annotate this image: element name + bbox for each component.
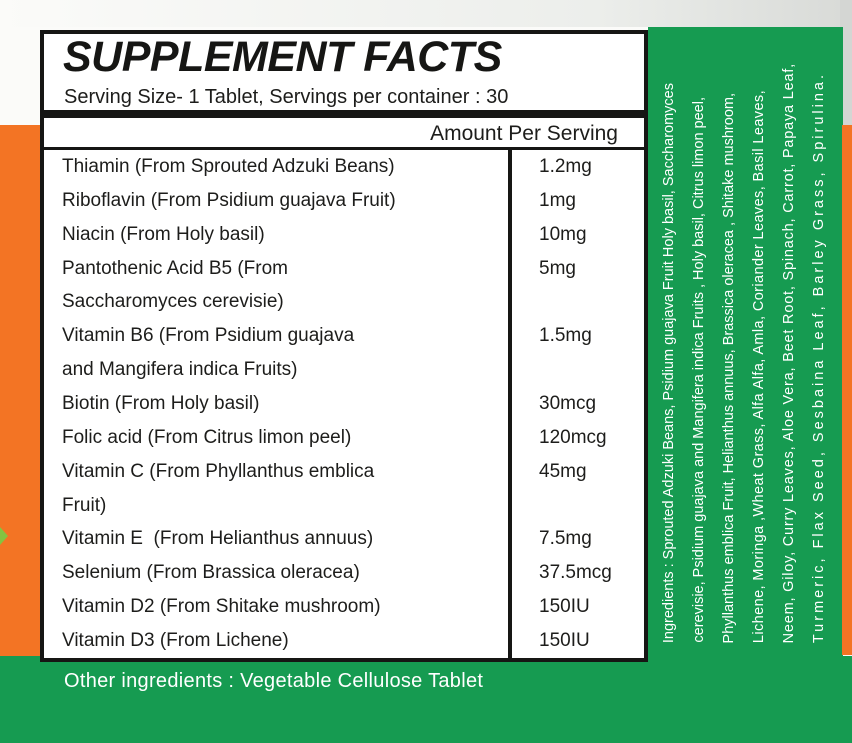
other-ingredients-note: Other ingredients : Vegetable Cellulose Tablet [64,670,484,692]
nutrient-row [44,590,644,624]
nutrient-row [44,218,644,252]
nutrient-row [44,624,644,658]
nutrient-name: Pantothenic Acid B5 (From [62,257,288,279]
ingredients-sidebar [654,38,844,643]
nutrient-name: Vitamin D3 (From Lichene) [62,629,289,651]
panel-title: SUPPLEMENT FACTS [63,33,502,81]
left-orange-accent-bar [0,125,44,660]
nutrient-amount: 1.2mg [539,155,592,177]
nutrient-name: Selenium (From Brassica oleracea) [62,562,360,584]
ingredient-line: Neem, Giloy, Curry Leaves, Aloe Vera, Beet Root, Spinach, Carrot, Papaya Leaf, [781,62,797,643]
nutrient-name: Vitamin C (From Phyllanthus emblica [62,460,375,482]
nutrient-name: Riboflavin (From Psidium guajava Fruit) [62,189,396,211]
ingredient-line: Turmeric, Flax Seed, Sesbaina Leaf, Barley Grass, Spirulina. [811,71,827,643]
nutrient-row [44,353,644,387]
nutrient-amount: 1.5mg [539,325,592,347]
nutrient-amount: 120mcg [539,426,607,448]
nutrient-name: Biotin (From Holy basil) [62,392,260,414]
ingredient-line: Phyllanthus emblica Fruit, Helianthus annuus, Brassica oleracea , Shitake mushroom, [721,92,737,643]
nutrient-amount: 150IU [539,629,590,651]
ingredient-line: Ingredients : Sprouted Adzuki Beans, Psidium guajava Fruit Holy basil, Saccharomyces [661,82,677,643]
supplement-facts-panel [40,30,648,662]
ingredient-line: cerevisie, Psidium guajava and Mangifera indica Fruits , Holy basil, Citrus limon peel, [691,97,707,643]
nutrient-row [44,150,644,184]
nutrient-amount: 10mg [539,223,587,245]
arrow-right-icon [0,527,8,545]
nutrient-name: Niacin (From Holy basil) [62,223,265,245]
nutrient-row [44,489,644,523]
nutrient-amount: 45mg [539,460,587,482]
nutrient-name: Vitamin E (From Helianthus annuus) [62,528,374,550]
nutrient-amount: 7.5mg [539,528,592,550]
nutrient-name: Fruit) [62,494,107,516]
nutrient-name: Thiamin (From Sprouted Adzuki Beans) [62,155,395,177]
header-divider-thick [44,110,644,118]
amount-per-serving-header: Amount Per Serving [430,122,618,145]
serving-info: Serving Size- 1 Tablet, Servings per container : 30 [64,86,509,108]
nutrient-amount: 30mcg [539,392,597,414]
nutrient-amount: 150IU [539,596,590,618]
nutrient-name: Vitamin D2 (From Shitake mushroom) [62,596,381,618]
nutrient-row [44,184,644,218]
nutrient-amount: 1mg [539,189,576,211]
top-shadow-band [0,0,852,27]
nutrient-name: Saccharomyces cerevisie) [62,291,284,313]
nutrient-row [44,421,644,455]
nutrient-row [44,252,644,286]
nutrient-name: Folic acid (From Citrus limon peel) [62,426,352,448]
nutrient-name: and Mangifera indica Fruits) [62,359,298,381]
nutrient-row [44,285,644,319]
nutrient-row [44,556,644,590]
nutrient-row [44,522,644,556]
nutrient-row [44,319,644,353]
nutrient-amount: 5mg [539,257,576,279]
ingredient-line: Lichene, Moringa ,Wheat Grass, Alfa Alfa, Amla, Coriander Leaves, Basil Leaves, [751,89,767,643]
nutrient-amount: 37.5mcg [539,562,612,584]
nutrient-name: Vitamin B6 (From Psidium guajava [62,325,355,347]
nutrient-row [44,455,644,489]
nutrient-table [44,150,644,658]
nutrient-row [44,387,644,421]
